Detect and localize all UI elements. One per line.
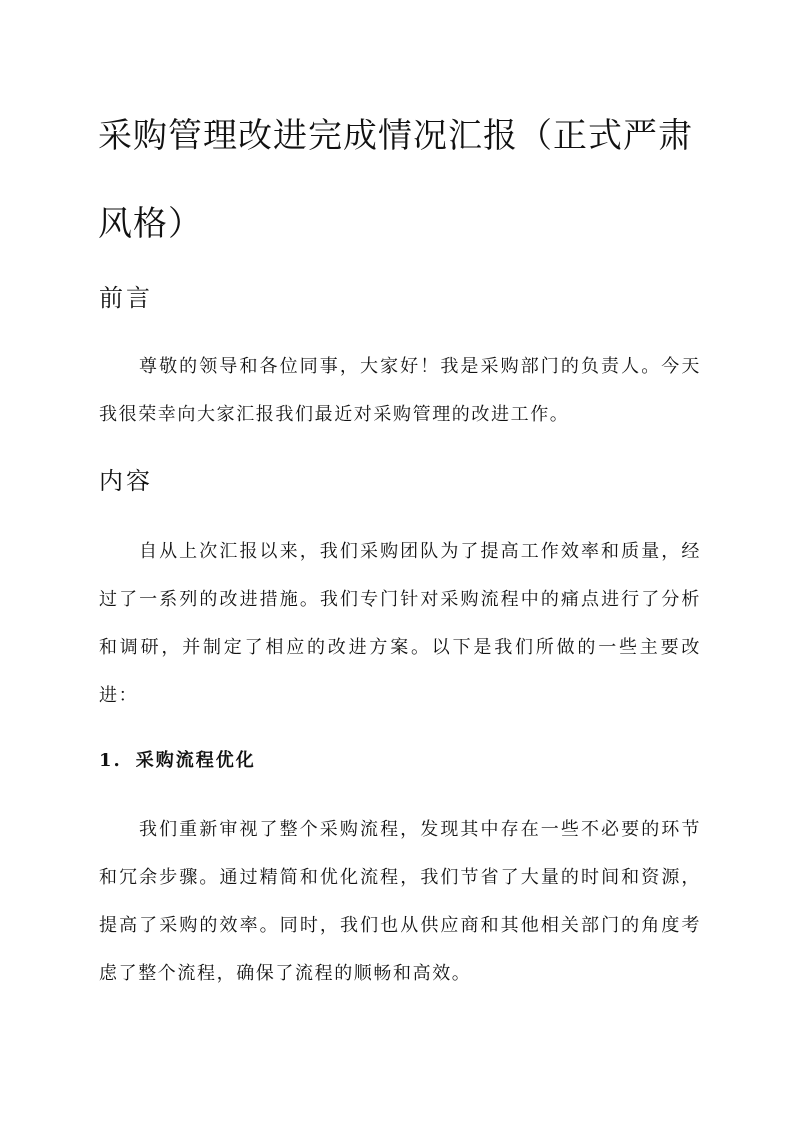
preface-paragraph: 尊敬的领导和各位同事，大家好！我是采购部门的负责人。今天我很荣幸向大家汇报我们最近对采购管理的改进工作。 — [99, 356, 701, 425]
content-paragraph: 自从上次汇报以来，我们采购团队为了提高工作效率和质量，经过了一系列的改进措施。我们专门针对采购流程中的痛点进行了分析和调研，并制定了相应的改进方案。以下是我们所做的一些主要改进： — [99, 541, 701, 706]
section-heading-preface: 前言 — [99, 284, 153, 312]
subsection-number: 1. — [99, 750, 122, 771]
section-heading-content: 内容 — [99, 467, 153, 495]
subsection-heading-procurement-process — [99, 748, 256, 774]
procurement-process-paragraph: 我们重新审视了整个采购流程，发现其中存在一些不必要的环节和冗余步骤。通过精简和优化流程，我们节省了大量的时间和资源，提高了采购的效率。同时，我们也从供应商和其他相关部门的角度考虑了整个流程，确保了流程的顺畅和高效。 — [99, 819, 701, 984]
document-title: 采购管理改进完成情况汇报（正式严肃风格） — [98, 116, 693, 244]
subsection-title: 采购流程优化 — [135, 750, 256, 771]
